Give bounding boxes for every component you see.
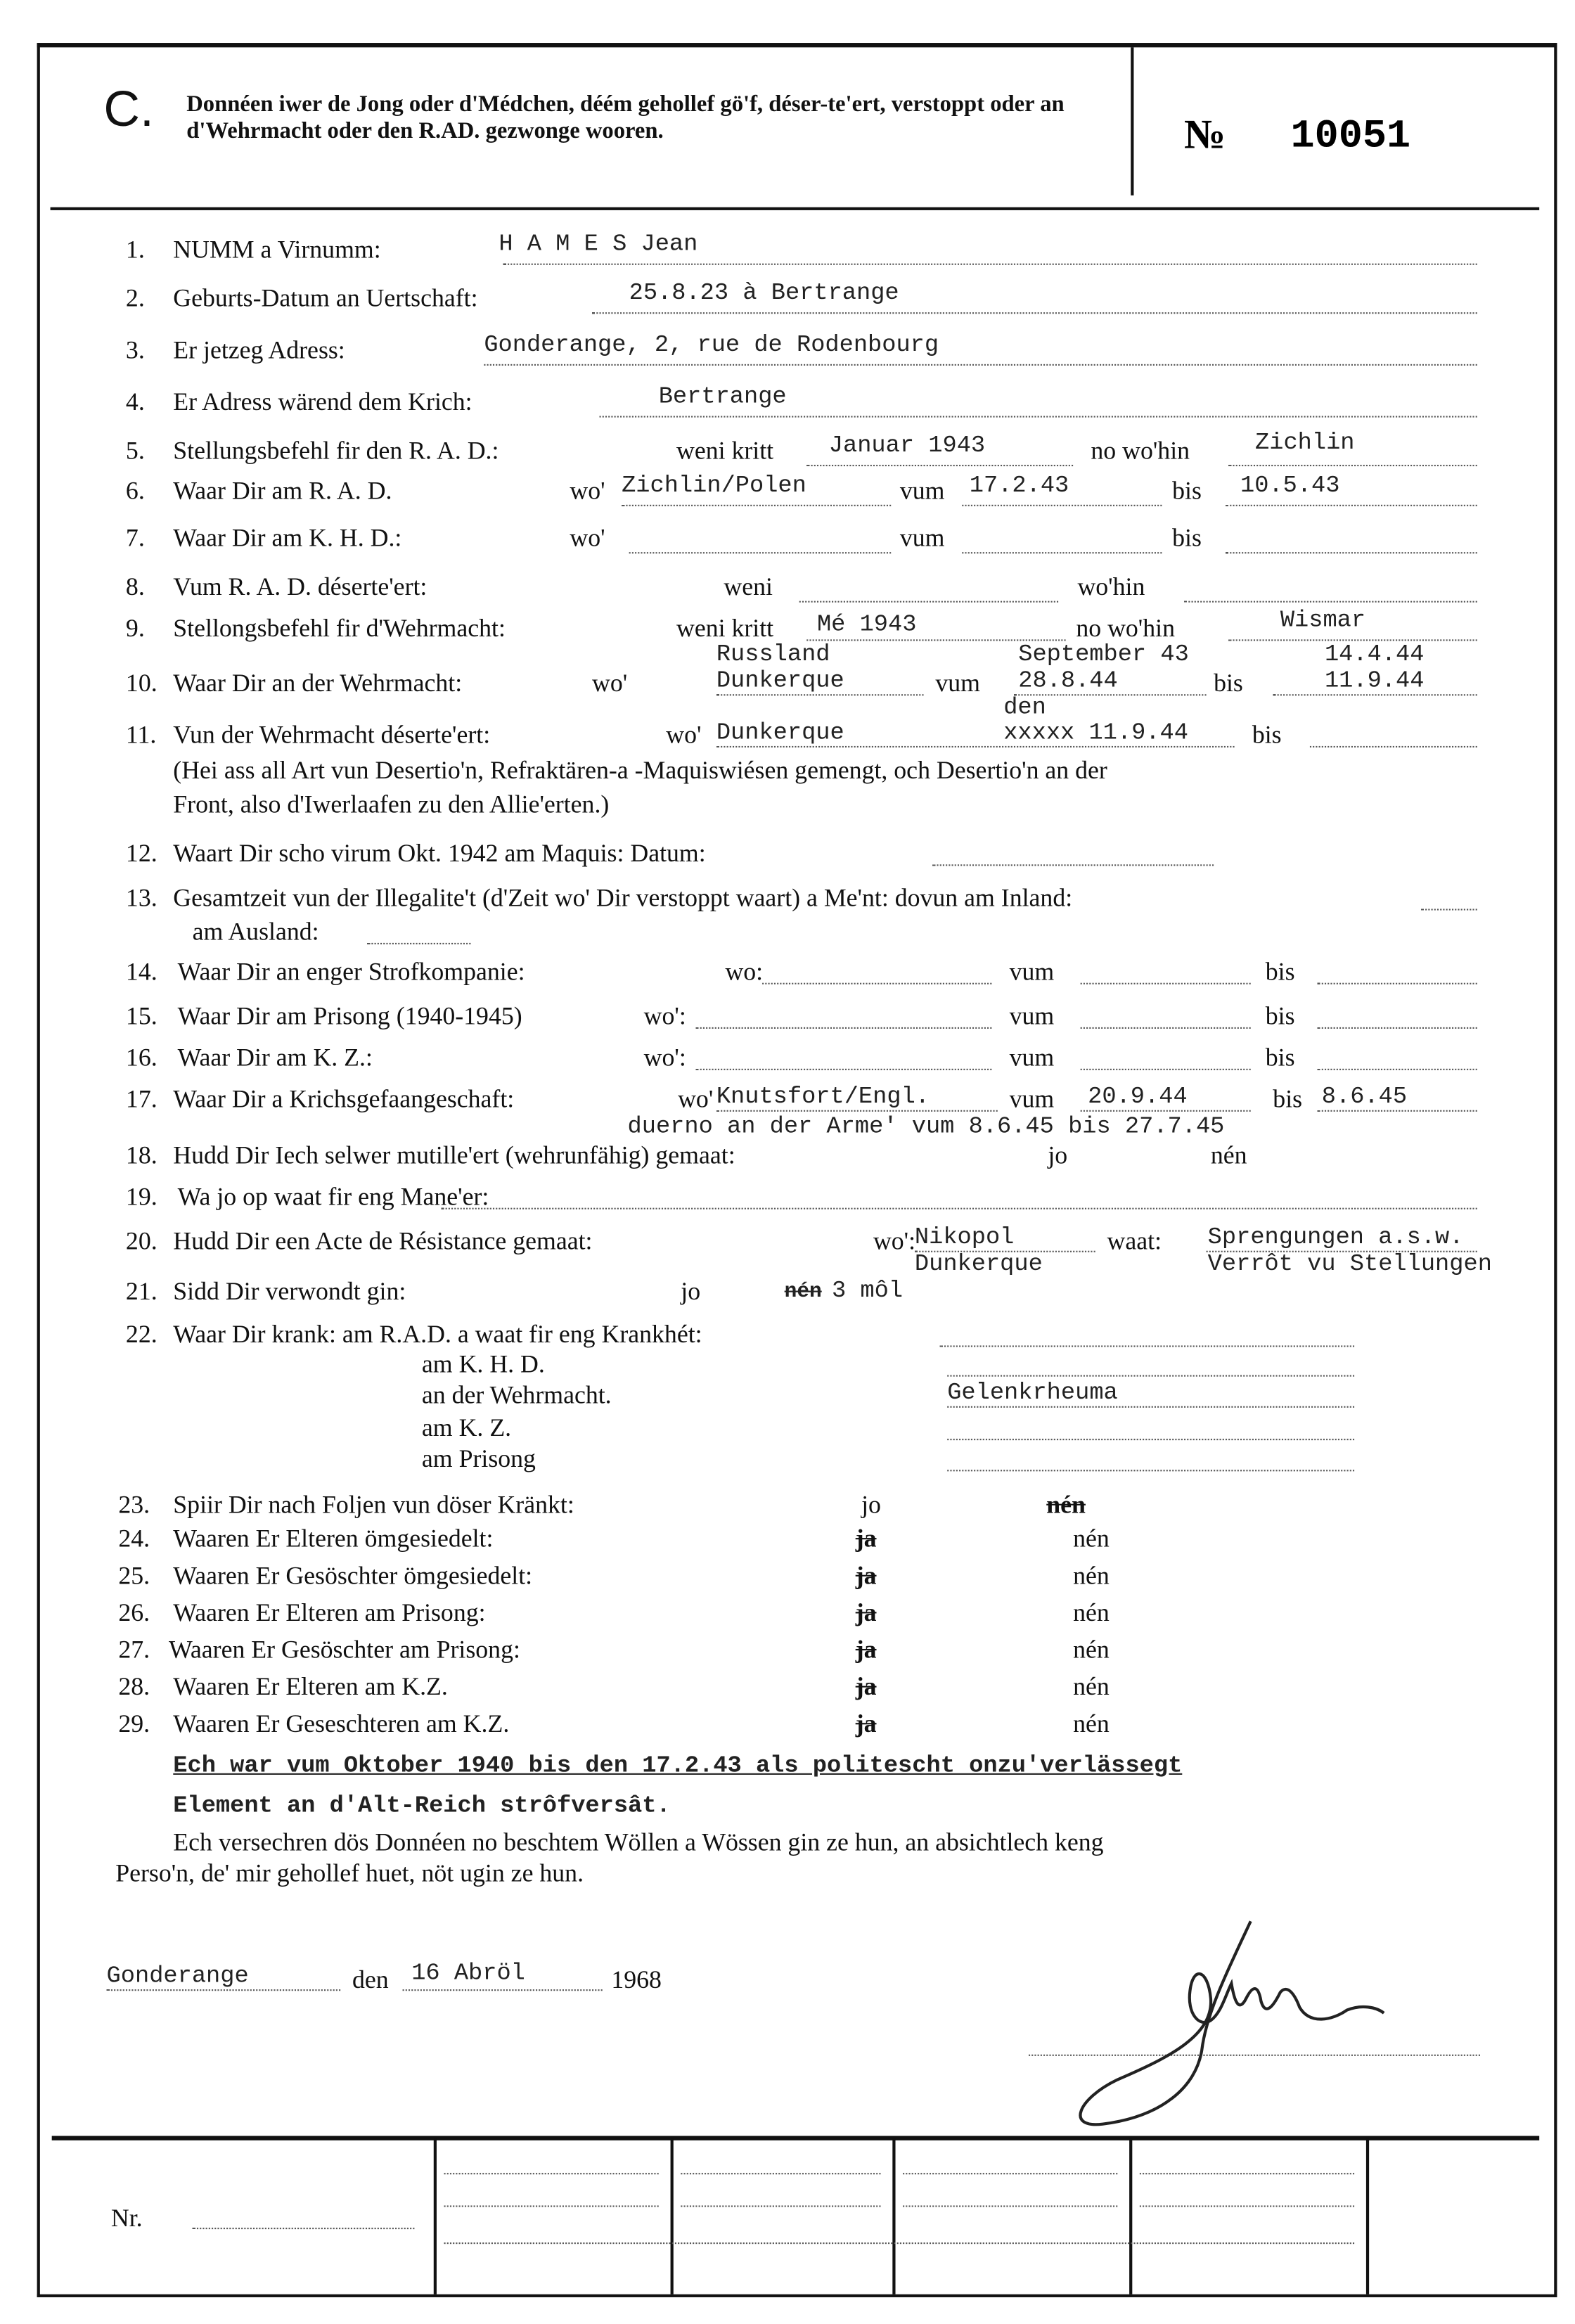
wm-to-line[interactable]: [1273, 694, 1477, 695]
row-number: 19.: [125, 1182, 158, 1211]
form-number: 10051: [1290, 115, 1411, 160]
kz-where-line[interactable]: [695, 1069, 991, 1070]
wo-label: wo:: [725, 957, 764, 986]
illness-kz-line[interactable]: [947, 1439, 1354, 1440]
row-number: 10.: [125, 669, 158, 698]
footer-cell-line[interactable]: [681, 2173, 880, 2174]
no-option[interactable]: nén: [1073, 1672, 1110, 1701]
row-number: 6.: [125, 476, 145, 505]
bottom-border: [37, 2294, 1557, 2297]
row-number: 11.: [125, 721, 157, 750]
kz-label: Waar Dir am K. Z.:: [177, 1044, 373, 1072]
address-value: Gonderange, 2, rue de Rodenbourg: [484, 331, 939, 359]
parents-kz-label: Waaren Er Elteren am K.Z.: [173, 1672, 448, 1701]
illness-sub-label: am K. Z.: [421, 1413, 512, 1442]
wm-desert-line[interactable]: [716, 746, 1235, 747]
rad-from-line[interactable]: [962, 505, 1162, 506]
wm-desert-to-line[interactable]: [1310, 746, 1477, 747]
pow-from-line[interactable]: [1081, 1110, 1251, 1112]
desert-den-above: den: [1003, 694, 1046, 721]
parents-resettled-label: Waaren Er Elteren ömgesiedelt:: [173, 1524, 494, 1553]
prison-label: Waar Dir am Prisong (1940-1945): [177, 1002, 522, 1031]
top-border: [37, 43, 1557, 47]
signing-place: Gonderange: [106, 1963, 249, 1990]
row-number: 15.: [125, 1002, 158, 1031]
no-option[interactable]: nén: [1073, 1709, 1110, 1738]
penal-from-line[interactable]: [1081, 983, 1251, 984]
row-number: 1.: [125, 235, 145, 264]
nr-line[interactable]: [193, 2228, 415, 2229]
no-option[interactable]: nén: [1210, 1141, 1247, 1169]
manner-label: Wa jo op waat fir eng Mane'er:: [177, 1182, 489, 1211]
vum-label: vum: [1009, 957, 1055, 986]
footer-cell-line[interactable]: [444, 2242, 1355, 2244]
illegality-label: Gesamtzeit vun der Illegalite't (d'Zeit wo' Dir verstoppt waart) a Me'nt: dovun am Inland:: [173, 883, 1073, 912]
typed-statement: Element an d'Alt-Reich strôfversât.: [173, 1792, 671, 1820]
nr-label: Nr.: [110, 2204, 143, 2233]
bis-label: bis: [1273, 1084, 1303, 1113]
footer-column-divider: [1129, 2139, 1132, 2294]
illness-wehrmacht-value: Gelenkrheuma: [947, 1379, 1118, 1406]
row-number: 25.: [118, 1561, 150, 1590]
wehrmacht-label: Waar Dir an der Wehrmacht:: [173, 669, 463, 698]
yes-option-struck[interactable]: ja: [855, 1709, 877, 1738]
wo-label: wo':: [643, 1002, 686, 1031]
wohin-label: wo'hin: [1077, 572, 1145, 601]
yes-option-struck[interactable]: ja: [855, 1598, 877, 1627]
row-number: 26.: [118, 1598, 150, 1627]
inland-line[interactable]: [1421, 909, 1477, 910]
row-number: 4.: [125, 387, 145, 416]
footer-cell-line[interactable]: [444, 2205, 659, 2207]
den-label: den: [352, 1965, 389, 1994]
date-line[interactable]: [403, 1989, 603, 1991]
row-number: 17.: [125, 1084, 158, 1113]
rad-label: Waar Dir am R. A. D.: [173, 476, 392, 505]
header-underline: [51, 207, 1540, 210]
siblings-resettled-label: Waaren Er Gesöschter ömgesiedelt:: [173, 1561, 533, 1590]
row-number: 14.: [125, 957, 158, 986]
kz-from-line[interactable]: [1081, 1069, 1251, 1070]
wm-from-above: September 43: [1018, 641, 1189, 668]
declaration-text: Ech versechren dös Donnéen no beschtem Wöllen a Wössen gin ze hun, an absichtlech keng: [173, 1828, 1104, 1856]
wm-place-line[interactable]: [716, 694, 924, 695]
no-option[interactable]: nén: [1073, 1524, 1110, 1553]
pow-where-line[interactable]: [716, 1110, 998, 1112]
right-border: [1554, 43, 1557, 2297]
where-label: no wo'hin: [1076, 614, 1176, 643]
footer-column-divider: [671, 2139, 674, 2294]
section-letter: C.: [103, 81, 154, 138]
row-number: 24.: [118, 1524, 150, 1553]
bis-label: bis: [1172, 524, 1202, 553]
wehrmacht-order-label: Stellongsbefehl fir d'Wehrmacht:: [173, 614, 506, 643]
rad-from-value: 17.2.43: [969, 472, 1069, 499]
no-option-struck[interactable]: nén: [1046, 1490, 1086, 1519]
row-number: 23.: [118, 1490, 150, 1519]
rad-place-value: Zichlin/Polen: [622, 472, 806, 499]
vum-label: vum: [1009, 1044, 1055, 1072]
row-number: 16.: [125, 1044, 158, 1072]
no-option[interactable]: nén: [1073, 1598, 1110, 1627]
war-address-field-line[interactable]: [600, 416, 1477, 418]
illness-sub-label: an der Wehrmacht.: [421, 1380, 612, 1409]
bis-label: bis: [1265, 957, 1295, 986]
wm-to-value: 11.9.44: [1324, 667, 1425, 695]
signature: [1036, 1909, 1421, 2131]
no-option[interactable]: nén: [1073, 1636, 1110, 1664]
bis-label: bis: [1252, 721, 1282, 750]
illness-sub-label: am K. H. D.: [421, 1349, 545, 1378]
place-line[interactable]: [107, 1989, 341, 1991]
typed-statement: Ech war vum Oktober 1940 bis den 17.2.43 als politescht onzu'verlässegt: [173, 1752, 1183, 1780]
bis-label: bis: [1265, 1002, 1295, 1031]
header-text: Donnéen iwer de Jong oder d'Médchen, déém gehollef gö'f, déser-te'ert, verstoppt oder an d'Wehrmacht oder den R.AD. gezwonge wooren.: [186, 91, 1065, 144]
birth-label: Geburts-Datum an Uertschaft:: [173, 284, 478, 313]
birth-value: 25.8.23 à Bertrange: [629, 279, 899, 307]
khd-to-line[interactable]: [1226, 552, 1477, 553]
wo-label: wo':: [873, 1227, 916, 1256]
wo-label: wo': [678, 1084, 714, 1113]
yes-option[interactable]: jo: [681, 1277, 701, 1306]
illness-sub-label: am Prisong: [421, 1444, 536, 1473]
name-field-line[interactable]: [503, 264, 1477, 265]
yes-option-struck[interactable]: ja: [855, 1524, 877, 1553]
wm-from-value: 28.8.44: [1018, 667, 1118, 695]
row-number: 18.: [125, 1141, 158, 1169]
siblings-kz-label: Waaren Er Geseschteren am K.Z.: [173, 1709, 510, 1738]
footer-cell-line[interactable]: [903, 2205, 1117, 2207]
row-number: 7.: [125, 524, 145, 553]
address-field-line[interactable]: [484, 364, 1477, 366]
wm-desert-label: Vun der Wehrmacht déserte'ert:: [173, 721, 491, 750]
row-number: 28.: [118, 1672, 150, 1701]
maquis-label: Waart Dir scho virum Okt. 1942 am Maquis: Datum:: [173, 839, 706, 868]
yes-option[interactable]: jo: [861, 1490, 881, 1519]
siblings-prison-label: Waaren Er Gesöschter am Prisong:: [168, 1636, 520, 1664]
resistance-what-value: Sprengungen a.s.w.: [1207, 1224, 1464, 1251]
wo-label: wo':: [643, 1044, 686, 1072]
wm-where-value: Wismar: [1280, 607, 1366, 634]
row-number: 13.: [125, 883, 158, 912]
bis-label: bis: [1265, 1044, 1295, 1072]
manner-line[interactable]: [441, 1208, 1477, 1209]
wm-when-value: Mé 1943: [816, 611, 917, 638]
wounded-label: Sidd Dir verwondt gin:: [173, 1277, 406, 1306]
pow-to-line[interactable]: [1317, 1110, 1477, 1112]
signing-date: 16 Abröl: [411, 1960, 525, 1986]
rad-when-value: Januar 1943: [828, 432, 986, 459]
footer-cell-line[interactable]: [903, 2173, 1117, 2174]
row-number: 2.: [125, 284, 145, 313]
pow-where-value: Knutsfort/Engl.: [716, 1083, 930, 1110]
row-number: 20.: [125, 1227, 158, 1256]
pow-label: Waar Dir a Krichsgefaangeschaft:: [173, 1084, 515, 1113]
birth-field-line[interactable]: [592, 312, 1477, 314]
address-label: Er jetzeg Adress:: [173, 335, 345, 364]
where-label: no wo'hin: [1091, 436, 1190, 465]
row-number: 22.: [125, 1320, 158, 1349]
wounded-count: 3 môl: [832, 1277, 904, 1304]
vum-label: vum: [899, 476, 945, 505]
desertion-note: Front, also d'Iwerlaafen zu den Allie'erten.): [173, 790, 610, 819]
bis-label: bis: [1214, 669, 1243, 698]
wo-label: wo': [570, 524, 605, 553]
signing-year: 1968: [611, 1965, 662, 1994]
desert-where-line[interactable]: [1184, 601, 1477, 603]
penal-where-line[interactable]: [762, 983, 991, 984]
yes-option-struck[interactable]: ja: [855, 1636, 877, 1664]
rad-desert-label: Vum R. A. D. déserte'ert:: [173, 572, 428, 601]
consequences-label: Spiir Dir nach Foljen vun döser Kränkt:: [173, 1490, 574, 1519]
pow-from-value: 20.9.44: [1088, 1083, 1188, 1110]
left-border: [37, 43, 40, 2297]
footer-cell-line[interactable]: [681, 2205, 880, 2207]
rad-where-line[interactable]: [622, 505, 891, 506]
parents-prison-label: Waaren Er Elteren am Prisong:: [173, 1598, 486, 1627]
prison-to-line[interactable]: [1317, 1027, 1477, 1029]
row-number: 21.: [125, 1277, 158, 1306]
waat-label: waat:: [1107, 1227, 1162, 1256]
illness-label: Waar Dir krank: am R.A.D. a waat fir eng Krankhét:: [173, 1320, 702, 1349]
row-number: 12.: [125, 839, 158, 868]
bis-label: bis: [1172, 476, 1202, 505]
war-address-label: Er Adress wärend dem Krich:: [173, 387, 472, 416]
wo-label: wo': [592, 669, 628, 698]
rad-to-line[interactable]: [1226, 505, 1477, 506]
vum-label: vum: [899, 524, 945, 553]
khd-where-line[interactable]: [629, 552, 892, 553]
vum-label: vum: [935, 669, 981, 698]
resistance-label: Hudd Dir een Acte de Résistance gemaat:: [173, 1227, 593, 1256]
illness-rad-line[interactable]: [940, 1345, 1354, 1347]
row-number: 5.: [125, 436, 145, 465]
abroad-label: am Ausland:: [192, 918, 319, 946]
footer-top-rule: [52, 2136, 1540, 2140]
desert-when-line[interactable]: [799, 601, 1058, 603]
name-label: NUMM a Virnumm:: [173, 235, 381, 264]
desertion-note: (Hei ass all Art vun Desertio'n, Refraktären-a -Maquiswiésen gemengt, och Desertio'n an der: [173, 756, 1107, 785]
abroad-line[interactable]: [367, 943, 470, 944]
rad-order-label: Stellungsbefehl fir den R. A. D.:: [173, 436, 499, 465]
resistance-where-value-2: Dunkerque: [914, 1250, 1043, 1278]
wo-label: wo': [666, 721, 702, 750]
wm-place-above: Russland: [716, 641, 830, 668]
when-label: weni kritt: [676, 436, 774, 465]
declaration-text: Perso'n, de' mir gehollef huet, nöt ugin ze hun.: [115, 1858, 584, 1887]
name-value: H A M E S Jean: [499, 231, 698, 258]
resistance-what-value-2: Verrôt vu Stellungen: [1207, 1252, 1492, 1276]
yes-option-struck[interactable]: ja: [855, 1561, 877, 1590]
row-number: 8.: [125, 572, 145, 601]
wm-to-above: 14.4.44: [1324, 641, 1425, 668]
vum-label: vum: [1009, 1002, 1055, 1031]
war-address-value: Bertrange: [658, 383, 787, 411]
penal-to-line[interactable]: [1317, 983, 1477, 984]
rad-where-value: Zichlin: [1255, 429, 1355, 456]
footer-cell-line[interactable]: [444, 2173, 659, 2174]
khd-label: Waar Dir am K. H. D.:: [173, 524, 402, 553]
weni-label: weni: [724, 572, 773, 601]
number-sign: №: [1184, 112, 1226, 159]
footer-column-divider: [434, 2139, 437, 2294]
pow-to-value: 8.6.45: [1321, 1083, 1408, 1110]
rad-to-value: 10.5.43: [1240, 472, 1340, 499]
illness-prison-line[interactable]: [947, 1470, 1354, 1471]
wm-desert-date: xxxxx 11.9.44: [1003, 719, 1188, 746]
yes-option-struck[interactable]: ja: [855, 1672, 877, 1701]
vum-label: vum: [1009, 1084, 1055, 1113]
kz-to-line[interactable]: [1317, 1069, 1477, 1070]
illness-wehrmacht-line[interactable]: [947, 1406, 1354, 1408]
maquis-date-line[interactable]: [932, 864, 1214, 866]
wo-label: wo': [570, 476, 605, 505]
when-label: weni kritt: [676, 614, 774, 643]
mutilation-label: Hudd Dir Iech selwer mutille'ert (wehrunfähig) gemaat:: [173, 1141, 735, 1169]
khd-from-line[interactable]: [962, 552, 1162, 553]
row-number: 27.: [118, 1636, 150, 1664]
row-number: 3.: [125, 335, 145, 364]
footer-cell-line[interactable]: [1140, 2205, 1354, 2207]
illness-khd-line[interactable]: [947, 1375, 1354, 1377]
header-divider: [1131, 47, 1133, 195]
resistance-where-value: Nikopol: [914, 1224, 1015, 1251]
no-option-struck[interactable]: nén: [784, 1280, 822, 1304]
prison-from-line[interactable]: [1081, 1027, 1251, 1029]
yes-option[interactable]: jo: [1048, 1141, 1068, 1169]
row-number: 9.: [125, 614, 145, 643]
rad-where-line[interactable]: [1228, 465, 1477, 466]
rad-when-line[interactable]: [806, 465, 1073, 466]
wm-place-value: Dunkerque: [716, 667, 844, 695]
footer-cell-line[interactable]: [1140, 2173, 1354, 2174]
penal-company-label: Waar Dir an enger Strofkompanie:: [177, 957, 525, 986]
no-option[interactable]: nén: [1073, 1561, 1110, 1590]
row-number: 29.: [118, 1709, 150, 1738]
prison-where-line[interactable]: [695, 1027, 991, 1029]
army-service-value: duerno an der Arme' vum 8.6.45 bis 27.7.45: [627, 1112, 1225, 1140]
wm-desert-place: Dunkerque: [716, 719, 844, 746]
footer-column-divider: [892, 2139, 895, 2294]
footer-column-divider: [1366, 2139, 1369, 2294]
